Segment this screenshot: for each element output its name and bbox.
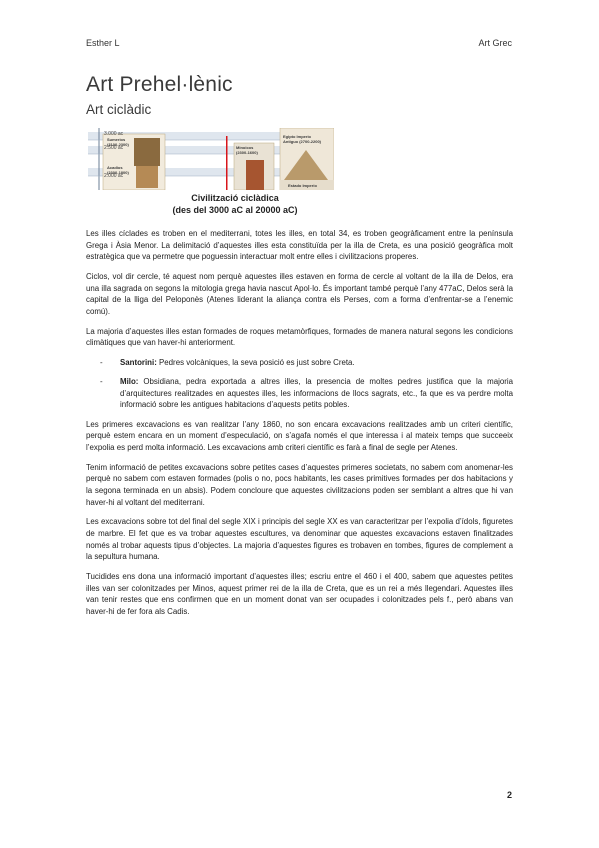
list-dash: - (100, 377, 103, 387)
paragraph-6: Les excavacions sobre tot del final del segle XIX i principis del segle XX es van caracteritzar per l’expolia d’ídols, figuretes de marbre. El fet que es va trobar aquestes escultures, va denominar que aquestes excavacions estaven finalitzades només al trobar aquests tipus d’objectes. La majoria d’aquestes figures es trobaven en tombes, figures de complement a la sepultura humana. (86, 517, 513, 562)
header-author: Esther L (86, 38, 120, 48)
timeline-figure (88, 128, 334, 190)
timeline-label-2500: 2.500 ac (104, 145, 124, 151)
timeline-label-2000: 2.000 ac (104, 173, 124, 179)
document-body (86, 228, 513, 626)
timeline-label-3000: 3.000 ac (104, 131, 124, 137)
paragraph-1: Les illes cíclades es troben en el mediterrani, totes les illes, en total 34, es troben geogràficament entre la península Grega i Àsia Menor. La delimitació d’aquestes illes esta constituïda per la illa de Creta, es una posició geogràfica molt estratègica que va permetre que poguessin interactuar molt entre elles i civilitzacions properes. (86, 229, 513, 262)
paragraph-2: Ciclos, vol dir cercle, té aquest nom perquè aquestes illes estaven en forma de cercle al voltant de la illa de Delos, era una illa sagrada on segons la mitologia grega havia nascut Apol·lo. És important també perquè l’any 477aC, Delos serà la capital de la lliga del Peloponès (Atenes liderant la aliança contra els Perses, com a forma d’enfrentar-se a l’enemic comú). (86, 271, 513, 316)
list-item-santorini (86, 357, 513, 369)
box-minoicos: Minoicos (2300-1600) (236, 145, 258, 155)
list-dash: - (100, 357, 103, 367)
island-list (86, 357, 513, 411)
paragraph-5: Tenim informació de petites excavacions sobre petites cases d’aquestes primeres societats, no sabem com anomenar-les perquè no sabem com estaven formades (polis o no, pocs habitants, les cases primitives formades per dos habitacions y la segona terminada en un absis). Podem concloure que aquestes civilitzacions poden ser semblant a altres que hi van haver-hi al voltant del mediterrani. (86, 462, 513, 507)
paragraph-4: Les primeres excavacions es van realitzar l’any 1860, no son encara excavacions realitzades amb un criteri científic, perquè estem encara en un moment d’especulació, on s’agafa només el que interessa i al mateix temps que succeeix l’expolia es perd molta informació. Les excavacions amb criteri científic es farà a final de segle per Atenes. (86, 419, 513, 453)
box-egipto-2: Estado Imperio (288, 183, 317, 188)
list-item-label: Milo: (120, 377, 139, 387)
list-item-text: Pedres volcàniques, la seva posició es just sobre Creta. (156, 357, 355, 367)
section-subtitle: Art ciclàdic (86, 102, 152, 117)
list-item-text: Obsidiana, pedra exportada a altres illes, la presencia de moltes pedres justifica que la majoria d’arquitectures realitzades en aquestes illes, les informacions de llocs sagrats, etc., fa que es va perdre molta informació sobre les antigues habitacions d’aquests petits pobles. (120, 377, 513, 410)
paragraph-3: La majoria d’aquestes illes estan formades de roques metamòrfiques, formades de manera natural segons les condicions climàtiques que van haver-hi anteriorment. (86, 326, 513, 348)
box-egipto: Egipto Imperio Antiguo (2700-2200) (283, 134, 322, 144)
caption-line-2: (des del 3000 aC al 20000 aC) (172, 205, 298, 215)
page-number: 2 (506, 790, 512, 800)
list-item-label: Santorini: (120, 357, 157, 367)
list-item-milo (86, 376, 513, 411)
caption-line-1: Civilització ciclàdica (191, 193, 279, 203)
figure-caption (140, 192, 330, 216)
header-document-title: Art Grec (478, 38, 512, 48)
box-acadios: Acadios (2300-1800) (107, 165, 129, 175)
paragraph-7: Tucidides ens dona una informació important d’aquestes illes; escriu entre el 460 i el 400, sabem que aquestes petites illes van ser colonitzades per Minos, aquest primer rei de la illa de Creta, que es un rei a més llegendari. Aquestes illes van tenir restes que ens confirmen que en un moment donat van ser ocupades i colonitzades pels f., però abans van haver-hi de fer fora als Cadis. (86, 571, 513, 616)
box-sumerios: Sumerios (3100-2300) (107, 137, 129, 147)
page-title: Art Prehel·lènic (86, 73, 233, 96)
